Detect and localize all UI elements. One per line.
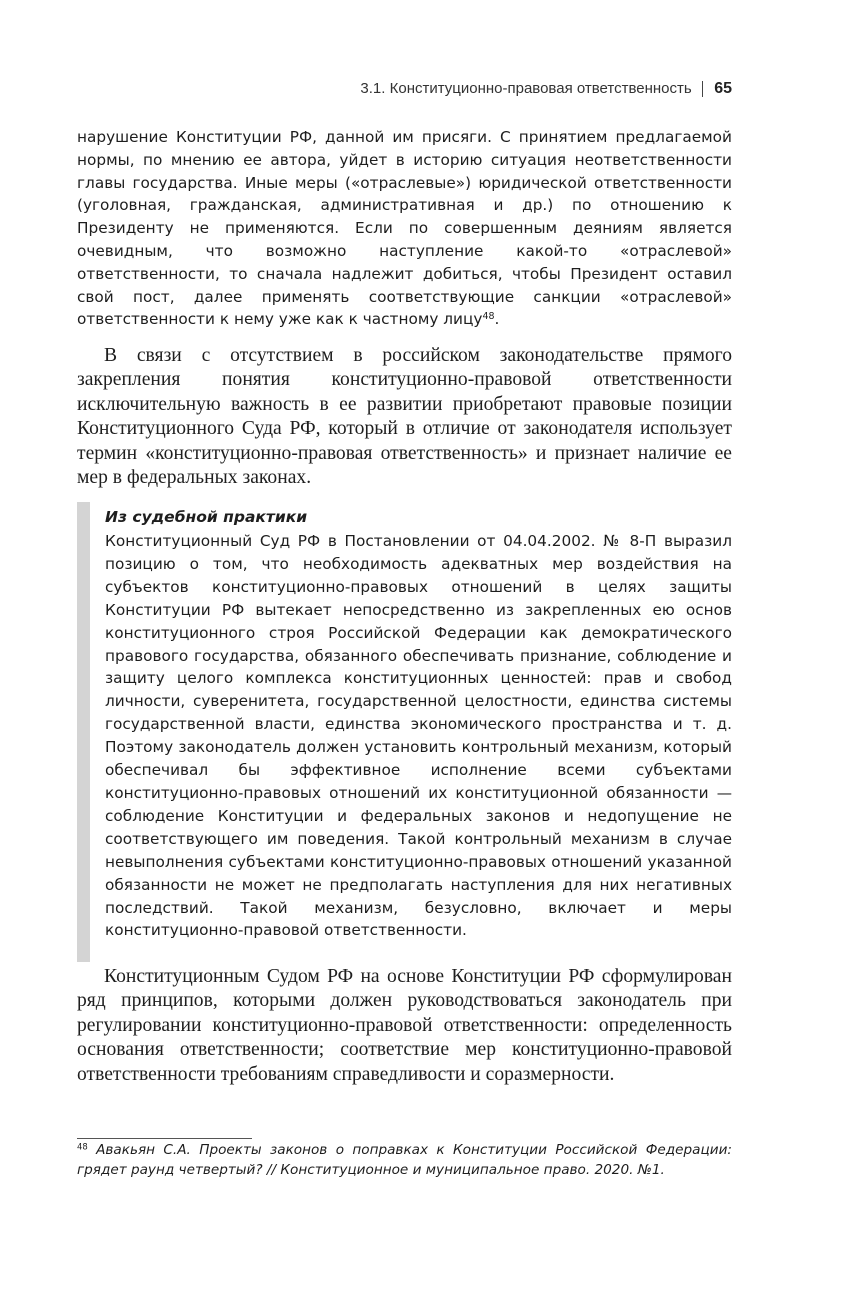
footnote-rule [77,1138,252,1139]
sidebar-text: Конституционный Суд РФ в Постановлении от 04.04.2002. № 8-П выразил позицию о том, что необходимость адекватных мер воздействия на субъектов конституционно-правовых отношений в целях защиты Конституции РФ вытекает непосредственно из закрепленных ею основ конституционного строя Российской Федерации как демократического правового государства, обязанного обеспечивать признание, соблюдение и защиту целого комплекса конституционных ценностей: прав и свобод личности, суверенитета, государственной целостности, единства системы государственной власти, единства экономического пространства и т. д. Поэтому законодатель должен установить контрольный механизм, который обеспечивал бы эффективное исполнение всеми субъектами конституционно-правовых отношений их конституционной обязанности — соблюдение Конституции и федеральных законов и недопущение не соответствующего им поведения. Такой контрольный механизм в случае невыполнения субъектами конституционно-правовых отношений указанной обязанности не может не предполагать наступления для них негативных последствий. Такой механизм, безусловно, включает и меры конституционно-правовой ответственности. [105,532,732,940]
section-title: 3.1. Конституционно-правовая ответственность [360,80,692,97]
footnote-ref-48: 48 [482,311,495,323]
court-practice-sidebar [77,502,732,962]
footnote-text: Авакьян С.А. Проекты законов о поправках к Конституции Российской Федерации: грядет раунд четвертый? // Конституционное и муниципальное право. 2020. №1. [77,1142,732,1178]
running-header [360,80,732,98]
paragraph-1-text: нарушение Конституции РФ, данной им присяги. С принятием предлагаемой нормы, по мнению ее автора, уйдет в историю ситуация неответственности главы государства. Иные меры («отраслевые») юридической ответственности (уголовная, гражданская, административная и др.) по отношению к Президенту не применяются. Если по совершенным деяниям является очевидным, что возможно наступление какой-то «отраслевой» ответственности, то сначала надлежит добиться, чтобы Президент оставил свой пост, далее применять соответствующие санкции «отраслевой» ответственности к нему уже как к частному лицу [77,128,732,329]
paragraph-2: В связи с отсутствием в российском законодательстве прямого закрепления понятия конституционно-правовой ответственности исключительную важность в ее развитии приобретают правовые позиции Конституционного Суда РФ, который в отличие от законодателя использует термин «конституционно-правовая ответственность» и признает наличие ее мер в федеральных законах. [77,345,732,489]
paragraph-3: Конституционным Судом РФ на основе Конституции РФ сформулирован ряд принципов, которыми должен руководствоваться законодатель при регулировании конституционно-правовой ответственности: определенность основания ответственности; соответствие мер конституционно-правовой ответственности требованиям справедливости и соразмерности. [77,966,732,1085]
header-divider [702,81,704,97]
footnote-48 [77,1141,732,1180]
sidebar-title: Из судебной практики [105,508,308,526]
footnote-number: 48 [77,1141,88,1152]
page-number: 65 [714,80,732,97]
paragraph-continuation: нарушение Конституции РФ, данной им присяги. С принятием предлагаемой нормы, по мнению ее автора, уйдет в историю ситуация неответственности главы государства. Иные меры («отраслевые») юридической ответственности (уголовная, гражданская, административная и др.) по отношению к Президенту не применяются. Если по совершенным деяниям является очевидным, что возможно наступление какой-то «отраслевой» ответственности, то сначала надлежит добиться, чтобы Президент оставил свой пост, далее применять соответствующие санкции «отраслевой» ответственности к нему уже как к частному лицу$^{48}$. [77,128,732,329]
